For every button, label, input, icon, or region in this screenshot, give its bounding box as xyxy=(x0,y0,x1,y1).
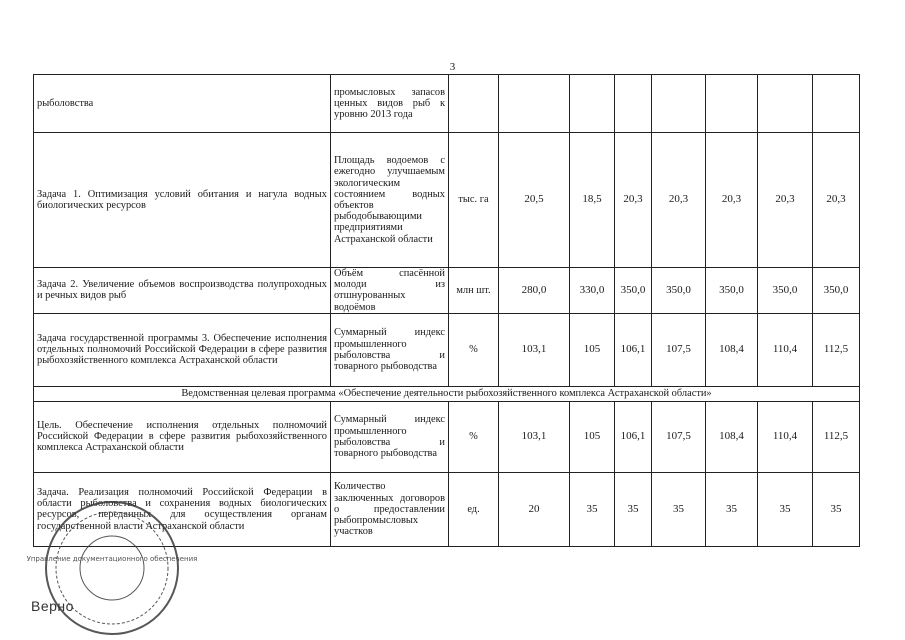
indicator-cell: Количество заключенных договоров о предоставлении рыбопромысловых участков xyxy=(331,472,449,546)
unit-cell: % xyxy=(449,401,499,472)
table-row xyxy=(34,401,860,472)
value-cell: 35 xyxy=(758,472,813,546)
value-cell: 110,4 xyxy=(758,401,813,472)
table-row xyxy=(34,133,860,268)
value-cell: 35 xyxy=(615,472,652,546)
page-number: 3 xyxy=(449,61,456,73)
unit-cell: ед. xyxy=(449,472,499,546)
value-cell: 18,5 xyxy=(570,133,615,268)
value-cell xyxy=(706,75,758,133)
unit-cell: тыс. га xyxy=(449,133,499,268)
value-cell xyxy=(652,75,706,133)
table-row xyxy=(34,268,860,314)
verno-text: Верно xyxy=(31,598,74,614)
value-cell: 20,3 xyxy=(758,133,813,268)
value-cell xyxy=(758,75,813,133)
value-cell: 20,3 xyxy=(813,133,860,268)
value-cell: 110,4 xyxy=(758,313,813,386)
value-cell: 280,0 xyxy=(499,268,570,314)
value-cell: 107,5 xyxy=(652,313,706,386)
section-row xyxy=(34,386,860,401)
value-cell xyxy=(499,75,570,133)
table-row xyxy=(34,313,860,386)
indicator-cell: Площадь водоемов с ежегодно улучшаемым экологическим состоянием водных объектов рыбодобывающими предприятиями Астраханской области xyxy=(331,133,449,268)
value-cell: 105 xyxy=(570,401,615,472)
value-cell: 108,4 xyxy=(706,313,758,386)
value-cell: 330,0 xyxy=(570,268,615,314)
indicator-cell: Суммарный индекс промышленного рыболовства и товарного рыбоводства xyxy=(331,401,449,472)
value-cell: 107,5 xyxy=(652,401,706,472)
value-cell: 20,3 xyxy=(706,133,758,268)
task-cell: Задача 2. Увеличение объемов воспроизводства полупроходных и речных видов рыб xyxy=(34,268,331,314)
value-cell: 20,5 xyxy=(499,133,570,268)
value-cell: 103,1 xyxy=(499,313,570,386)
value-cell: 35 xyxy=(813,472,860,546)
indicator-cell: Объём спасённой молоди из отшнурованных водоёмов xyxy=(331,268,449,314)
value-cell: 350,0 xyxy=(652,268,706,314)
stamp-center-text: Управление документационного обеспечения xyxy=(26,555,198,563)
unit-cell: % xyxy=(449,313,499,386)
value-cell: 35 xyxy=(652,472,706,546)
value-cell: 350,0 xyxy=(758,268,813,314)
value-cell xyxy=(570,75,615,133)
indicator-cell: промысловых запасов ценных видов рыб к уровню 2013 года xyxy=(331,75,449,133)
task-cell: Задача государственной программы 3. Обеспечение исполнения отдельных полномочий Российской Федерации в сфере развития рыбохозяйственного комплекса Астраханской области xyxy=(34,313,331,386)
task-cell: рыболовства xyxy=(34,75,331,133)
table-row xyxy=(34,75,860,133)
value-cell: 112,5 xyxy=(813,313,860,386)
task-cell: Задача. Реализация полномочий Российской Федерации в области рыболовства и сохранения водных биологических ресурсов, переданных для осуществления органам государственной власти Астраханской области xyxy=(34,472,331,546)
value-cell: 350,0 xyxy=(615,268,652,314)
value-cell: 350,0 xyxy=(813,268,860,314)
value-cell: 20,3 xyxy=(652,133,706,268)
task-cell: Цель. Обеспечение исполнения отдельных полномочий Российской Федерации в сфере развития рыбохозяйственного комплекса Астраханской области xyxy=(34,401,331,472)
value-cell xyxy=(615,75,652,133)
value-cell: 103,1 xyxy=(499,401,570,472)
indicator-cell: Суммарный индекс промышленного рыболовства и товарного рыбоводства xyxy=(331,313,449,386)
task-cell: Задача 1. Оптимизация условий обитания и нагула водных биологических ресурсов xyxy=(34,133,331,268)
table-row xyxy=(34,472,860,546)
value-cell: 20 xyxy=(499,472,570,546)
value-cell: 20,3 xyxy=(615,133,652,268)
value-cell: 112,5 xyxy=(813,401,860,472)
value-cell: 106,1 xyxy=(615,401,652,472)
section-title: Ведомственная целевая программа «Обеспечение деятельности рыбохозяйственного комплекса Астраханской области» xyxy=(34,386,860,401)
value-cell xyxy=(813,75,860,133)
value-cell: 105 xyxy=(570,313,615,386)
unit-cell xyxy=(449,75,499,133)
indicators-table xyxy=(33,74,860,547)
value-cell: 108,4 xyxy=(706,401,758,472)
value-cell: 106,1 xyxy=(615,313,652,386)
value-cell: 350,0 xyxy=(706,268,758,314)
value-cell: 35 xyxy=(570,472,615,546)
unit-cell: млн шт. xyxy=(449,268,499,314)
value-cell: 35 xyxy=(706,472,758,546)
